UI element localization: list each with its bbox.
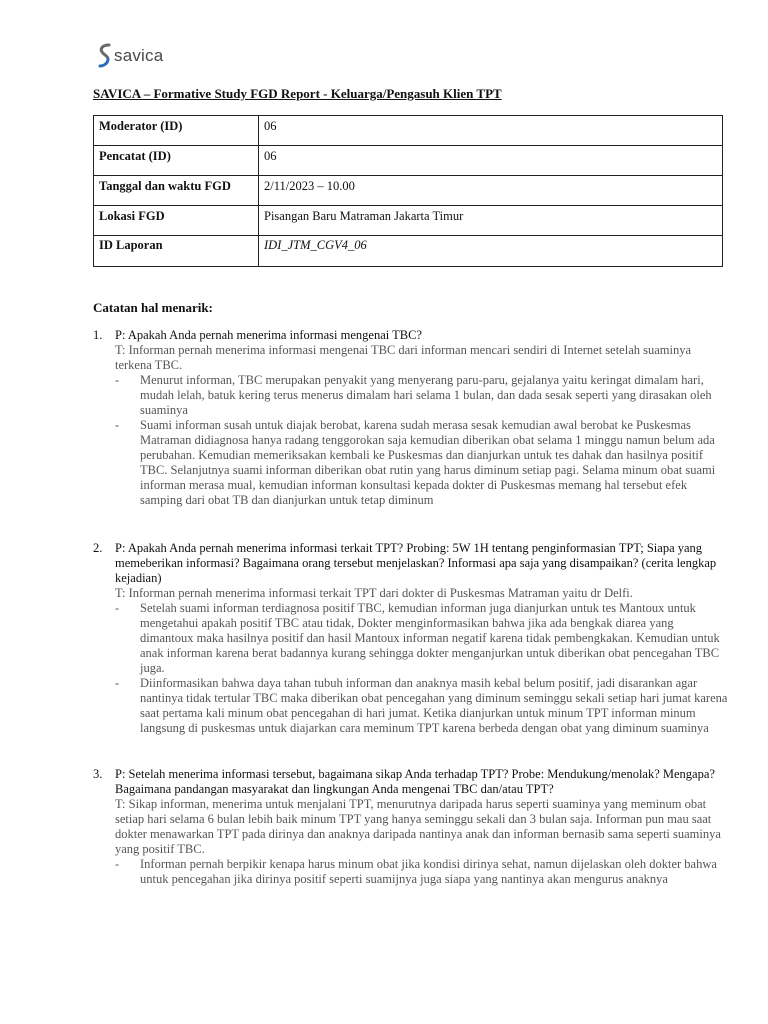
meta-label: Lokasi FGD xyxy=(94,206,259,236)
answer-bullets xyxy=(115,857,728,887)
question-number: 1. xyxy=(93,328,103,342)
meta-label: ID Laporan xyxy=(94,236,259,267)
answer-bullets xyxy=(115,601,728,736)
question-text: P: Apakah Anda pernah menerima informasi terkait TPT? Probing: 5W 1H tentang penginformasian TPT; Siapa yang memeberikan informasi? Bagaimana orang tersebut menjelaskan? Informasi apa saja yang disampaikan? (cerita lengkap kejadian) xyxy=(115,541,717,585)
question-block xyxy=(93,767,728,887)
answer-text: T: Informan pernah menerima informasi terkait TPT dari dokter di Puskesmas Matraman yaitu dr Delfi. xyxy=(115,586,633,600)
meta-value: 2/11/2023 – 10.00 xyxy=(259,176,723,206)
meta-value: IDI_JTM_CGV4_06 xyxy=(259,236,723,267)
meta-value: 06 xyxy=(259,146,723,176)
question-text: P: Setelah menerima informasi tersebut, bagaimana sikap Anda terhadap TPT? Probe: Mendukung/menolak? Mengapa? Bagaimana pandangan masyarakat dan lingkungan Anda mengenai TBC dan/atau TPT? xyxy=(115,767,715,796)
meta-label: Tanggal dan waktu FGD xyxy=(94,176,259,206)
list-item: - Setelah suami informan terdiagnosa positif TBC, kemudian informan juga dianjurkan untuk tes Mantoux untuk mengetahui apakah positif TBC atau tidak, Dokter menginformasikan bahwa jika ada bengkak diarea yang dimantoux maka hasilnya positif dan hasil Mantoux informan negatif karena tidak pembengkakan. Kemudian untuk anak informan karena berat badannya kurang sehingga dokter menganjurkan untuk diberikan obat pencegahan TBC juga. xyxy=(115,601,728,676)
bullet-text: Setelah suami informan terdiagnosa positif TBC, kemudian informan juga dianjurkan untuk tes Mantoux untuk mengetahui apakah positif TBC atau tidak, Dokter menginformasikan bahwa jika ada bengkak diarea yang dimantoux maka hasilnya positif dan hasil Mantoux informan negatif karena tidak pembengkakan. Kemudian untuk anak informan karena berat badannya kurang sehingga dokter menganjurkan untuk diberikan obat pencegahan TBC juga. xyxy=(140,601,720,675)
notes-heading: Catatan hal menarik: xyxy=(93,300,213,315)
question-block xyxy=(93,328,728,508)
question-number: 2. xyxy=(93,541,103,555)
bullet-text: Menurut informan, TBC merupakan penyakit yang menyerang paru-paru, gejalanya yaitu keringat dimalam hari, mudah lelah, batuk kering terus menerus dimalam hari selama 1 bulan, dan dada sesak seperti yang dirasakan oleh suaminya xyxy=(140,373,712,417)
savica-logo-icon xyxy=(98,43,112,69)
answer-text: T: Informan pernah menerima informasi mengenai TBC dari informan mencari sendiri di Internet setelah suaminya terkena TBC. xyxy=(115,343,692,372)
meta-row xyxy=(94,146,723,176)
meta-row xyxy=(94,206,723,236)
meta-value: Pisangan Baru Matraman Jakarta Timur xyxy=(259,206,723,236)
question-number: 3. xyxy=(93,767,103,781)
logo-text: savica xyxy=(114,46,164,65)
meta-row xyxy=(94,236,723,267)
question-block xyxy=(93,541,728,736)
list-item: - Informan pernah berpikir kenapa harus minum obat jika kondisi dirinya sehat, namun dijelaskan oleh dokter bahwa untuk pencegahan jika dirinya positif seperti suamijnya juga siapa yang nantinya akan mengurus anaknya xyxy=(115,857,728,887)
document-title: SAVICA – Formative Study FGD Report - Keluarga/Pengasuh Klien TPT xyxy=(93,86,502,101)
savica-logo xyxy=(98,43,163,69)
meta-value: 06 xyxy=(259,116,723,146)
meta-label: Pencatat (ID) xyxy=(94,146,259,176)
bullet-text: Informan pernah berpikir kenapa harus minum obat jika kondisi dirinya sehat, namun dijelaskan oleh dokter bahwa untuk pencegahan jika dirinya positif seperti suamijnya juga siapa yang nantinya akan mengurus anaknya xyxy=(140,857,717,886)
list-item: - Diinformasikan bahwa daya tahan tubuh informan dan anaknya masih kebal belum positif, jadi disarankan agar nantinya tidak tertular TBC maka diberikan obat pencegahan yang diminum seminggu sekali setiap hari jumat karena saat pertama kali minum obat pencegahan di hari jumat. Ketika dianjurkan untuk minum TPT informan minum langsung di puskesmas untuk diajarkan cara meminum TPT karena berbeda dengan obat yang diminum suaminya xyxy=(115,676,728,735)
list-item: - Menurut informan, TBC merupakan penyakit yang menyerang paru-paru, gejalanya yaitu keringat dimalam hari, mudah lelah, batuk kering terus menerus dimalam hari selama 1 bulan, dan dada sesak seperti yang dirasakan oleh suaminya xyxy=(115,373,728,418)
bullet-text: Diinformasikan bahwa daya tahan tubuh informan dan anaknya masih kebal belum positif, jadi disarankan agar nantinya tidak tertular TBC maka diberikan obat pencegahan yang diminum seminggu sekali setiap hari jumat karena saat pertama kali minum obat pencegahan di hari jumat. Ketika dianjurkan untuk minum TPT informan minum langsung di puskesmas untuk diajarkan cara meminum TPT karena berbeda dengan obat yang diminum suaminya xyxy=(140,676,728,735)
meta-row xyxy=(94,176,723,206)
meta-row xyxy=(94,116,723,146)
bullet-text: Suami informan susah untuk diajak berobat, karena sudah merasa sesak kemudian awal berobat ke Puskesmas Matraman didiagnosa hanya radang tenggorokan saja kemudian diberikan obat selama 1 minggu namun belum ada perubahan. Kemudian memeriksakan kembali ke Puskesmas dan dianjurkan untuk tes dahak dan hasilnya positif TBC. Selanjutnya suami informan diberikan obat rutin yang harus diminum setiap pagi. Selama minum obat suami informan merasa mual, kemudian informan konsultasi kepada dokter di Puskesmas memang hal tersebut efek samping dari obat TB dan dianjurkan untuk tetap diminum xyxy=(140,418,716,507)
answer-text: T: Sikap informan, menerima untuk menjalani TPT, menurutnya daripada harus seperti suaminya yang meminum obat setiap hari selama 6 bulan lebih baik minum TPT yang hanya seminggu sekali dan 3 bulan saja. Informan pun mau saat dokter menawarkan TPT pada dirinya dan anaknya daripada nantinya anak dan informan bernasib sama seperti suaminya yang positif TBC. xyxy=(115,797,721,856)
report-meta-table xyxy=(93,115,723,267)
list-item: - Suami informan susah untuk diajak berobat, karena sudah merasa sesak kemudian awal berobat ke Puskesmas Matraman didiagnosa hanya radang tenggorokan saja kemudian diberikan obat selama 1 minggu namun belum ada perubahan. Kemudian memeriksakan kembali ke Puskesmas dan dianjurkan untuk tes dahak dan hasilnya positif TBC. Selanjutnya suami informan diberikan obat rutin yang harus diminum setiap pagi. Selama minum obat suami informan merasa mual, kemudian informan konsultasi kepada dokter di Puskesmas memang hal tersebut efek samping dari obat TB dan dianjurkan untuk tetap diminum xyxy=(115,418,728,508)
answer-bullets xyxy=(115,373,728,508)
question-text: P: Apakah Anda pernah menerima informasi mengenai TBC? xyxy=(115,328,422,342)
meta-label: Moderator (ID) xyxy=(94,116,259,146)
